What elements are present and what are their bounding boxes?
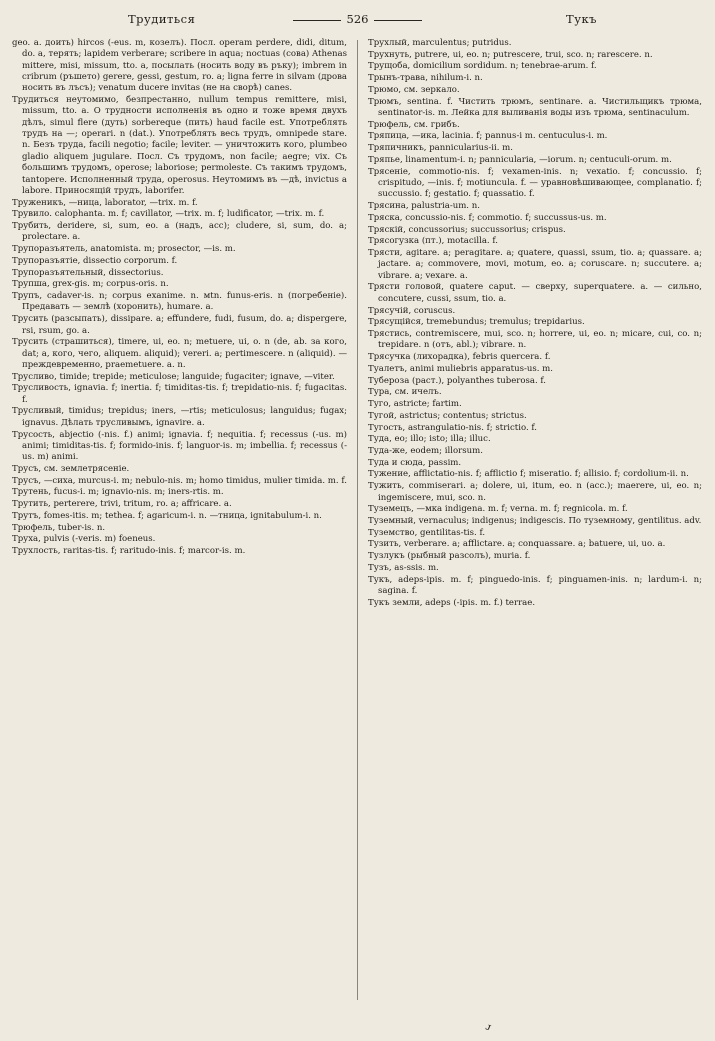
dictionary-entry: Туда и сюда, passim. — [368, 457, 462, 468]
dictionary-entry: Трюмо, см. зеркало. — [368, 84, 460, 95]
dictionary-entry: Трупоразъятель, anatomista. m; prosector, —is. m. — [12, 244, 236, 255]
dictionary-entry: Туземецъ, —мка indigena. m. f; verna. m. f; regnicola. m. f. — [368, 504, 628, 515]
dictionary-entry: Трусость, abjectio (-nis. f.) animi; ignavia. f; nequitia. f; recessus (-us. m) animi; timiditas-tis. f; formido-inis. f; languor-is. m; imbellia. f; recessus (-us. m) animi. — [12, 429, 347, 463]
dictionary-entry: Трусъ, —сиха, murcus-i. m; nebulo-nis. m; homo timidus, mulier timida. m. f. — [12, 475, 347, 486]
dictionary-entry: Тузить, verberare. a; afflictare. a; conquassare. a; batuere, ui, uo. a. — [368, 539, 666, 550]
dictionary-entry: geo. a. доить) hircos (-eus. m, козелъ). Посл. operam perdere, didi, ditum, do. a, терять; lapidem verberare; scribere in aqua; noctuas (сова) Athenas mittere, misi, missum, tto. a, посылать (носить воду въ ръку); imbrem in cribrum (ръшето) gerere, gessi, gestum, ro. a; ligna ferre in silvam (дрова носить въ лъсъ); venatum ducere invitas (не на сворѣ) canes. — [12, 38, 347, 94]
dictionary-entry: Трусливо, timide; trepide; meticulose; languide; fugaciter; ignave, —viter. — [12, 371, 335, 382]
dictionary-entry: Туда-же, eodem; illorsum. — [368, 445, 483, 456]
dictionary-entry: Тряпичникъ, panniculаrius-ii. m. — [368, 143, 513, 154]
dictionary-entry: Трухнуть, putrere, ui, eo. n; putrescere, trui, sco. n; rarescere. n. — [368, 49, 653, 60]
dictionary-entry: Трудиться неутомимо, безпрестанно, nullum tempus remittere, misi, missum, tto. a. О трудности исполненія въ одно и тоже время двухъ дѣлъ, simul flere (дуть) sorbereque (пить) haud facile est. Употреблять трудъ на —; operari. n (dat.). Употреблять весь трудъ, omnipede stare. n. Безъ труда, facili negotio; facile; leviter. — уничтожить кого, plumbeo gladio aliquem jugulare. Посл. Съ трудомъ, non facile; aegre; vix. Съ большимъ трудомъ, operose; laboriose; permoleste. Съ такимъ трудомъ, tantopere. Исполненный труда, operosus. Неутомимъ въ —дѣ, invictus a labore. Приносящій трудъ, laborifer. — [12, 95, 347, 196]
dictionary-entry: Трясучка (лихорадка), febris quercera. f. — [368, 352, 551, 363]
dictionary-entry: Трубить, deridere, si, sum, eo. a (надъ, acc); cludere, si, sum, do. a; prolectare. a. — [12, 221, 347, 243]
dictionary-entry: Туго, astricte; fartim. — [368, 399, 462, 410]
dictionary-entry: Трупша, grex-gis. m; corpus-oris. n. — [12, 279, 169, 290]
dictionary-entry: Тряска, concussio-nis. f; commotio. f; succussus-us. m. — [368, 212, 607, 223]
dictionary-entry: Трухлость, raritas-tis. f; raritudo-inis. f; marcor-is. m. — [12, 546, 246, 557]
dictionary-entry: Тузлукъ (рыбный разсолъ), muria. f. — [368, 551, 531, 562]
dictionary-entry: Тряскій, concussorius; succussorius; crispus. — [368, 224, 566, 235]
column-divider — [357, 40, 358, 1000]
page-mark: ᴊ — [484, 1021, 493, 1034]
page-header — [18, 10, 697, 32]
dictionary-entry: Трусить (страшиться), timere, ui, eo. n; metuere, ui, o. n (de, ab. за кого, dat; a, кого, чего, aliquem. aliquid); vereri. a; pertimescere. n (aliquid). — преждевременно, praemetuere. a. n. — [12, 337, 347, 370]
dictionary-entry: Трясучій, coruscus. — [368, 305, 456, 316]
running-head-left: Трудиться — [128, 12, 196, 26]
dictionary-entry: Трувило. calophanta. m. f; cavillator, —trix. m. f; ludificator, —trix. m. f. — [12, 209, 325, 220]
header-rule-left — [293, 20, 341, 21]
dictionary-entry: Трюмъ, sentina. f. Чистить трюмъ, sentinare. a. Чистильщикъ трюма, sentinator-is. m. Лейка для выливанія воды изъ трюма, sentinaculum. — [368, 96, 702, 119]
dictionary-entry: Трясогузка (пт.), motacilla. f. — [368, 236, 498, 247]
dictionary-entry: Трутень, fucus-i. m; ignavio-nis. m; iners-rtis. m. — [12, 487, 224, 498]
dictionary-entry: Тубероза (раст.), polyanthes tuberosa. f. — [368, 375, 546, 386]
dictionary-entry: Труха, pulvis (-veris. m) foeneus. — [12, 534, 156, 545]
dictionary-entry: Трусливость, ignavia. f; inertia. f; timiditas-tis. f; trepidatio-nis. f; fugacitas. f. — [12, 383, 347, 405]
dictionary-entry: Тугой, astrictus; contentus; strictus. — [368, 410, 527, 421]
dictionary-entry: Тугость, astrangulatio-nis. f; strictio. f. — [368, 422, 537, 433]
dictionary-entry: Трутъ, fomes-itis. m; tethea. f; agaricum-i. n. —тница, ignitabulum-i. n. — [12, 510, 322, 521]
dictionary-entry: Тукъ, adeps-ipis. m. f; pinguedo-inis. f; pinguamen-inis. n; lardum-i. n; sagina. f. — [368, 574, 702, 596]
dictionary-entry: Труженикъ, —ница, laborator, —trix. m. f. — [12, 197, 198, 208]
dictionary-entry: Тукъ земли, adeps (-ipis. m. f.) terrae. — [368, 597, 536, 608]
dictionary-entry: Трясти, agitare. a; peragitare. a; quatere, quassi, ssum, tio. a; quassare. a; jactare. a; commovere, movi, motum, eo. a; coruscare. n; succutere. a; vibrare. a; vexare. a. — [368, 248, 702, 281]
dictionary-entry: Трясти головой, quatere caput. — сверху, superquatere. a. — сильно, concutere, cussi, ssum, tio. a. — [368, 282, 702, 304]
header-rule-right — [374, 20, 422, 21]
dictionary-entry: Трястись, contremiscere, mui, sco. n; horrere, ui, eo. n; micare, cui, co. n; trepidare. n (отъ, abl.); vibrare. n. — [368, 329, 702, 351]
dictionary-entry: Туалетъ, animi muliebris apparatus-us. m. — [368, 363, 554, 374]
dictionary-entry: Туземство, gentilitas-tis. f. — [368, 527, 486, 538]
dictionary-entry: Трюфель, tuber-is. n. — [12, 522, 106, 533]
dictionary-entry: Трухлый, marculentus; putridus. — [368, 38, 512, 48]
dictionary-entry: Тузъ, as-ssis. m. — [368, 562, 439, 573]
dictionary-entry: Тужение, afflictatio-nis. f; afflictio f; miseratio. f; allisio. f; cordolium-ii. n. — [368, 469, 689, 480]
page-number: 526 — [346, 12, 369, 26]
running-head-right: Тукъ — [566, 12, 597, 26]
dictionary-entry: Трюфель, см. грибъ. — [368, 119, 460, 130]
dictionary-entry: Трупоразъятіе, dissectio corporum. f. — [12, 255, 178, 266]
dictionary-entry: Трусъ, см. землетрясеніе. — [12, 463, 130, 474]
dictionary-entry: Трынъ-трава, nihilum-i. n. — [368, 73, 483, 84]
dictionary-entry: Туда, eo; illo; isto; illa; illuc. — [368, 434, 491, 445]
dictionary-entry: Тура, см. ичелъ. — [368, 387, 442, 398]
dictionary-entry: Туземный, vernaculus; indigenus; indigescis. По туземному, gentilitus. adv. — [368, 515, 702, 526]
right-column — [368, 38, 702, 1008]
dictionary-entry: Тряпье, linamentum-i. n; panniculаria, —iorum. n; centuculi-orum. m. — [368, 154, 672, 165]
dictionary-entry: Трутить, perterere, trivi, tritum, ro. a; affricare. a. — [12, 499, 232, 510]
dictionary-entry: Трясеніе, commotio-nis. f; vexamen-inis. n; vexatio. f; concussio. f; crispitudo, —inis. f; motiuncula. f. — уравновѣшивающее, complanatio. f; succussio. f; gestatio. f; quassatio. f. — [368, 166, 702, 200]
left-column — [12, 38, 347, 1008]
dictionary-entry: Трясина, palustria-um. n. — [368, 201, 480, 212]
dictionary-entry: Трусить (разсыпать), dissipare. a; effundere, fudi, fusum, do. a; dispergere, rsi, rsum, go. a. — [12, 314, 347, 336]
dictionary-entry: Трущоба, domicilium sordidum. n; tenebrae-arum. f. — [368, 61, 597, 72]
dictionary-entry: Тужить, commiserari. a; dolere, ui, itum, eo. n (acc.); maerere, ui, eo. n; ingemiscere, mui, sco. n. — [368, 481, 702, 503]
dictionary-entry: Трупъ, cadaver-is. n; corpus exanime. n. мtn. funus-eris. n (погребеніе). Предавать — землѣ (хоронить), humare. a. — [12, 291, 347, 313]
dictionary-entry: Тряпица, —ика, lacinia. f; pannus-i m. centuculus-i. m. — [368, 131, 608, 142]
dictionary-entry: Трусливый, timidus; trepidus; iners, —rtis; meticulosus; languidus; fugax; ignavus. Дѣлать трусливымъ, ignavire. a. — [12, 406, 347, 428]
dictionary-entry: Трупоразъятельный, dissectorius. — [12, 267, 164, 278]
dictionary-entry: Трясущійся, tremebundus; tremulus; trepidarius. — [368, 317, 585, 328]
